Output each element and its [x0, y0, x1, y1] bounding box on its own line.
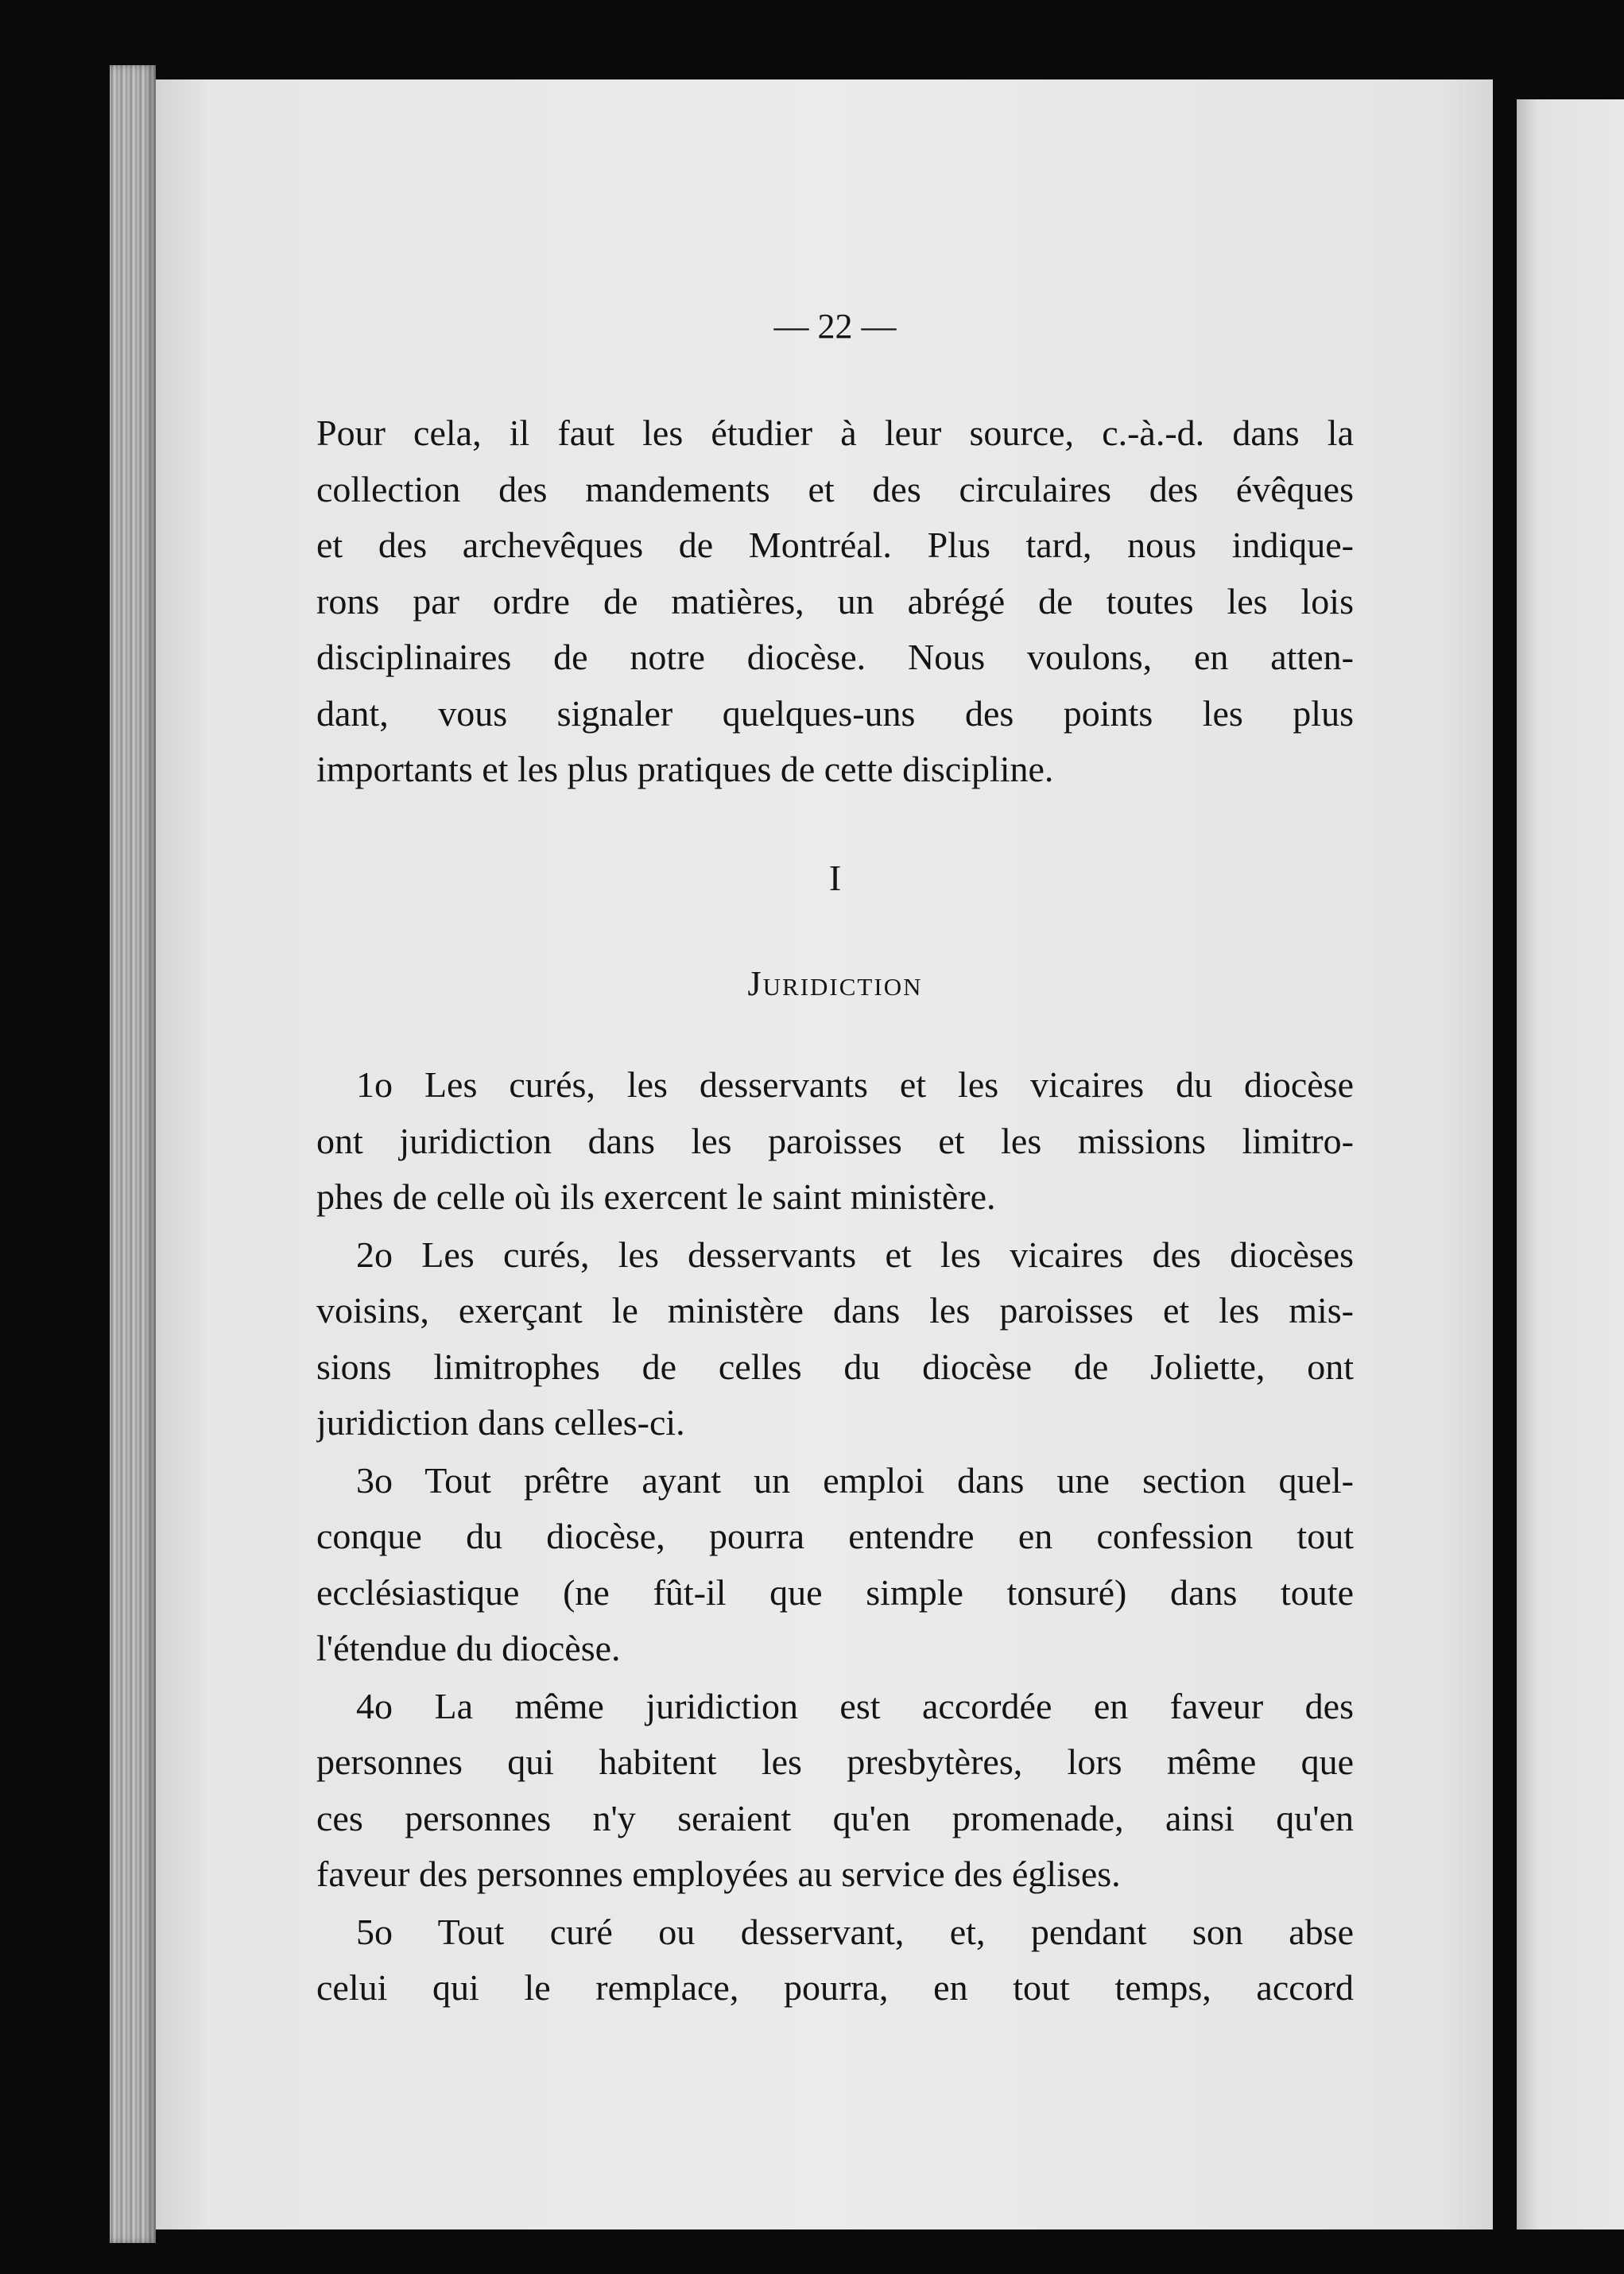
- paragraph-line: 5o Tout curé ou desservant, et, pendant son abse: [356, 1911, 1354, 1952]
- paragraph-line: ont juridiction dans les paroisses et les missions limitro-: [316, 1120, 1354, 1161]
- paragraph-line: ces personnes n'y seraient qu'en promenade, ainsi qu'en: [316, 1797, 1354, 1838]
- paragraph-line: conque du diocèse, pourra entendre en confession tout: [316, 1516, 1354, 1556]
- intro-line: dant, vous signaler quelques-uns des points les plus: [316, 692, 1354, 734]
- paragraph-line: celui qui le remplace, pourra, en tout temps, accord: [316, 1967, 1354, 2008]
- paragraph-line: phes de celle où ils exercent le saint ministère.: [316, 1176, 996, 1217]
- numbered-paragraphs: [316, 1057, 1354, 2016]
- intro-line: rons par ordre de matières, un abrégé de toutes les lois: [316, 580, 1354, 622]
- paragraph-4: [316, 1679, 1354, 1903]
- intro-line: collection des mandements et des circulaires des évêques: [316, 468, 1354, 509]
- paragraph-line: 1o Les curés, les desservants et les vicaires du diocèse: [356, 1064, 1354, 1105]
- paragraph-3: [316, 1453, 1354, 1677]
- paragraph-line: 3o Tout prêtre ayant un emploi dans une section quel-: [356, 1459, 1354, 1501]
- paragraph-5: [316, 1904, 1354, 2016]
- section-title: Juridiction: [747, 964, 923, 1003]
- paragraph-line: 4o La même juridiction est accordée en faveur des: [356, 1685, 1354, 1726]
- paragraph-line: ecclésiastique (ne fût-il que simple tonsuré) dans toute: [316, 1571, 1354, 1613]
- paragraph-line: faveur des personnes employées au service des églises.: [316, 1854, 1121, 1894]
- paragraph-1: [316, 1057, 1354, 1226]
- paragraph-line: l'étendue du diocèse.: [316, 1628, 621, 1668]
- paragraph-line: personnes qui habitent les presbytères, lors même que: [316, 1741, 1354, 1782]
- page-number: — 22 —: [773, 307, 897, 346]
- intro-line: importants et les plus pratiques de cette discipline.: [316, 749, 1054, 789]
- section-numeral: I: [828, 858, 842, 898]
- next-page-edge: [1517, 99, 1624, 2229]
- intro-line: disciplinaires de notre diocèse. Nous voulons, en atten-: [316, 637, 1354, 677]
- intro-paragraph: [316, 405, 1354, 798]
- book-spine-edge: [110, 65, 156, 2243]
- paragraph-line: voisins, exerçant le ministère dans les paroisses et les mis-: [316, 1290, 1354, 1331]
- intro-line: Pour cela, il faut les étudier à leur source, c.-à.-d. dans la: [316, 413, 1354, 453]
- intro-line: et des archevêques de Montréal. Plus tard, nous indique-: [316, 525, 1354, 565]
- paragraph-2: [316, 1227, 1354, 1451]
- paragraph-line: sions limitrophes de celles du diocèse de Joliette, ont: [316, 1346, 1354, 1387]
- paragraph-line: juridiction dans celles-ci.: [316, 1402, 685, 1443]
- paragraph-line: 2o Les curés, les desservants et les vicaires des diocèses: [356, 1234, 1354, 1275]
